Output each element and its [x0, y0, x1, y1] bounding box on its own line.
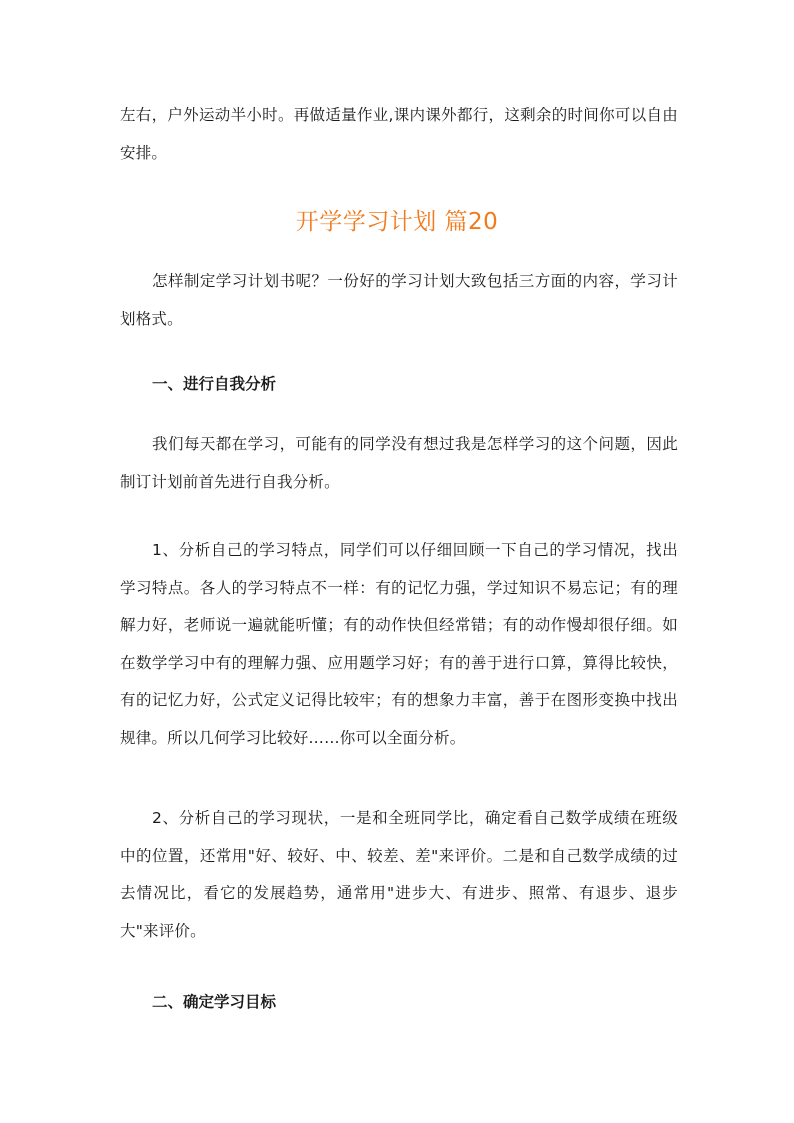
paragraph-learning-traits: 1、分析自己的学习特点，同学们可以仔细回顾一下自己的学习情况，找出学习特点。各人的学习特点不一样：有的记忆力强，学过知识不易忘记；有的理解力好，老师说一遍就能听懂；有的动作快但经常错；有的动作慢却很仔细。如在数学学习中有的理解力强、应用题学习好；有的善于进行口算，算得比较快，有的记忆力好，公式定义记得比较牢；有的想象力丰富，善于在图形变换中找出规律。所以几何学习比较好……你可以全面分析。: [120, 541, 678, 747]
section-title: 开学学习计划 篇20: [295, 209, 499, 235]
heading-self-analysis: 一、进行自我分析: [152, 375, 277, 393]
heading-set-goals: 二、确定学习目标: [152, 993, 277, 1011]
paragraph-intro: 怎样制定学习计划书呢？一份好的学习计划大致包括三方面的内容，学习计划格式。: [120, 272, 678, 328]
paragraph-learning-status: 2、分析自己的学习现状，一是和全班同学比，确定看自己数学成绩在班级中的位置，还常用"好、较好、中、较差、差"来评价。二是和自己数学成绩的过去情况比，看它的发展趋势，通常用"进步大、有进步、照常、有退步、退步大"来评价。: [120, 809, 678, 940]
paragraph-self-analysis: 我们每天都在学习，可能有的同学没有想过我是怎样学习的这个问题，因此制订计划前首先进行自我分析。: [120, 435, 678, 491]
paragraph-continuation: 左右，户外运动半小时。再做适量作业,课内课外都行，这剩余的时间你可以自由安排。: [120, 106, 678, 162]
